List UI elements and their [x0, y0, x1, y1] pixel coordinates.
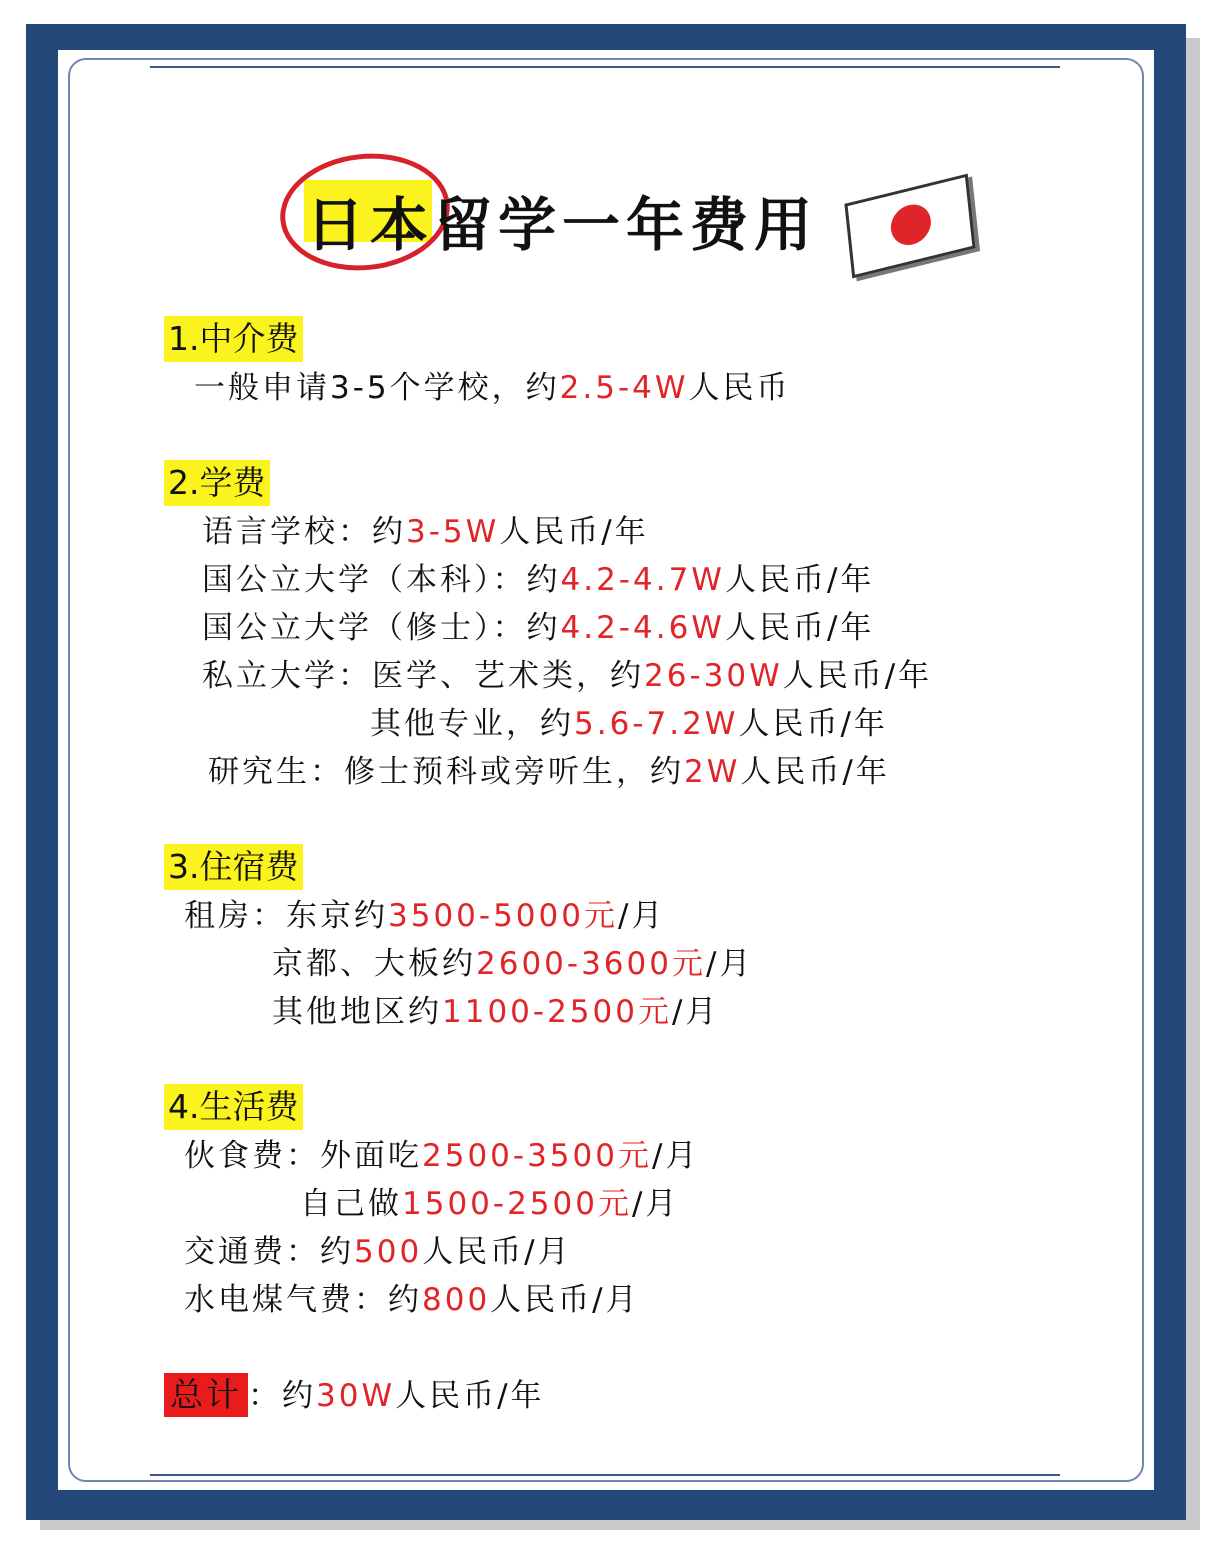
section-heading: 1.中介费 [164, 316, 303, 362]
page-title [280, 150, 1000, 280]
amount: 4.2-4.7W [560, 562, 725, 598]
cost-line: 交通费：约500人民币/月 [184, 1234, 572, 1270]
cost-line: 研究生：修士预科或旁听生，约2W人民币/年 [208, 754, 890, 790]
cost-line: 其他专业，约5.6-7.2W人民币/年 [370, 706, 888, 742]
amount: 4.2-4.6W [560, 610, 725, 646]
title-rest-text: 留学一年费用 [434, 191, 819, 259]
total-label: 总计 [164, 1373, 248, 1417]
cost-line: 自己做1500-2500元/月 [300, 1186, 680, 1222]
total-line: 总计 ：约30W人民币/年 [164, 1372, 545, 1420]
section-heading: 2.学费 [164, 460, 270, 506]
amount: 500 [354, 1234, 423, 1270]
decorative-line-bottom [150, 1474, 1060, 1476]
decorative-line-top [150, 66, 1060, 68]
section-heading: 3.住宿费 [164, 844, 303, 890]
total-amount: 30W [316, 1378, 396, 1414]
amount: 2W [684, 754, 741, 790]
amount: 26-30W [644, 658, 783, 694]
cost-line: 租房：东京约3500-5000元/月 [184, 898, 666, 934]
cost-line: 语言学校：约3-5W人民币/年 [202, 514, 649, 550]
cost-line: 京都、大板约2600-3600元/月 [272, 946, 754, 982]
section-heading: 4.生活费 [164, 1084, 303, 1130]
section-living-expenses [164, 1084, 699, 1324]
cost-line: 一般申请3-5个学校，约2.5-4W人民币 [194, 370, 791, 406]
amount: 1500-2500元 [402, 1186, 632, 1222]
section-agency-fee [164, 316, 791, 412]
title-circled-text: 日本 [306, 191, 435, 259]
flag-red-disc [889, 200, 933, 249]
section-accommodation [164, 844, 753, 1036]
cost-line: 其他地区约1100-2500元/月 [272, 994, 720, 1030]
amount: 3-5W [406, 514, 500, 550]
amount: 2.5-4W [559, 370, 689, 406]
cost-line: 私立大学：医学、艺术类，约26-30W人民币/年 [202, 658, 933, 694]
amount: 800 [422, 1282, 491, 1318]
title-text [306, 178, 818, 262]
amount: 1100-2500元 [442, 994, 672, 1030]
japan-flag-icon [844, 174, 975, 279]
cost-line: 水电煤气费：约800人民币/月 [184, 1282, 640, 1318]
amount: 3500-5000元 [388, 898, 618, 934]
amount: 5.6-7.2W [574, 706, 739, 742]
cost-line: 伙食费：外面吃2500-3500元/月 [184, 1138, 700, 1174]
section-tuition [164, 460, 932, 796]
amount: 2600-3600元 [476, 946, 706, 982]
cost-line: 国公立大学（本科）：约4.2-4.7W人民币/年 [202, 562, 875, 598]
amount: 2500-3500元 [422, 1138, 652, 1174]
cost-line: 国公立大学（修士）：约4.2-4.6W人民币/年 [202, 610, 875, 646]
